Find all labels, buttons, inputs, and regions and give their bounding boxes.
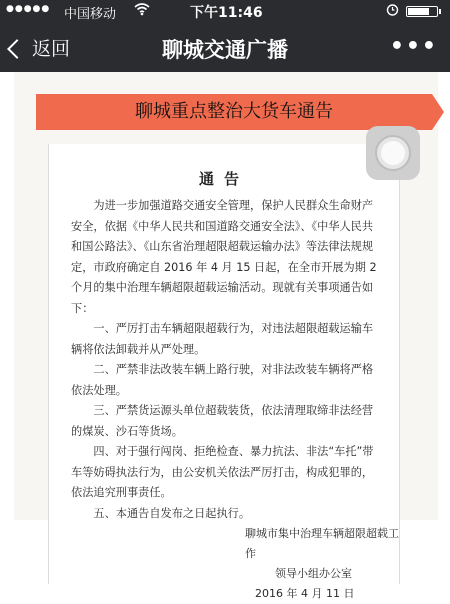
article-banner [36,94,444,130]
navigation-bar [0,22,450,72]
signature-office: 领导小组办公室 [275,567,352,580]
back-label: 返回 [32,38,71,60]
notice-signature [245,524,399,604]
notice-heading: 通告 [198,170,249,188]
battery-icon [406,6,438,17]
notice-document [48,144,400,600]
more-dots-icon[interactable]: ••• [389,34,438,59]
page-title: 聊城交通广播 [162,38,288,62]
assistive-touch-icon[interactable] [366,126,420,180]
notice-paragraph: 二、严禁非法改装车辆上路行驶，对非法改装车辆将严格依法处理。 [71,363,374,397]
banner-arrow-decoration [432,94,444,130]
notice-date: 2016 年 4 月 11 日 [255,587,355,600]
banner-title: 聊城重点整治大货车通告 [36,94,432,130]
notice-paragraph: 为进一步加强道路交通安全管理，保护人民群众生命财产安全，依据《中华人民共和国道路交通安全法》、《中华人民共和国公路法》、《山东省治理超限超载运输办法》等法律法规规定，市政府确定自 2016 年 4 月 15 日起，在全市开展为期 2 个月的集中治理车辆超限超载运输活动。现就有关事项通告如下： [71,199,377,315]
alarm-icon [386,3,399,19]
status-bar [0,0,450,22]
wifi-icon [134,2,150,20]
clock-time: 下午11:46 [190,5,263,21]
notice-paragraph: 五、本通告自发布之日起执行。 [93,506,251,520]
notice-paragraph: 四、对于强行闯岗、拒绝检查、暴力抗法、非法“车托”带车等妨碍执法行为，由公安机关依法严厉打击，构成犯罪的，依法追究刑事责任。 [71,445,374,499]
carrier-label: 中国移动 [64,7,117,22]
signature-org: 聊城市集中治理车辆超限超载工作 [245,527,399,560]
notice-paragraph: 三、严禁货运源头单位超载装货，依法清理取缔非法经营的煤炭、沙石等货场。 [71,404,374,438]
signal-icon: ●●●●● [6,4,51,14]
notice-body [71,196,381,524]
notice-paragraph: 一、严厉打击车辆超限超载行为，对违法超限超载运输车辆将依法卸载并从严处理。 [71,322,374,356]
